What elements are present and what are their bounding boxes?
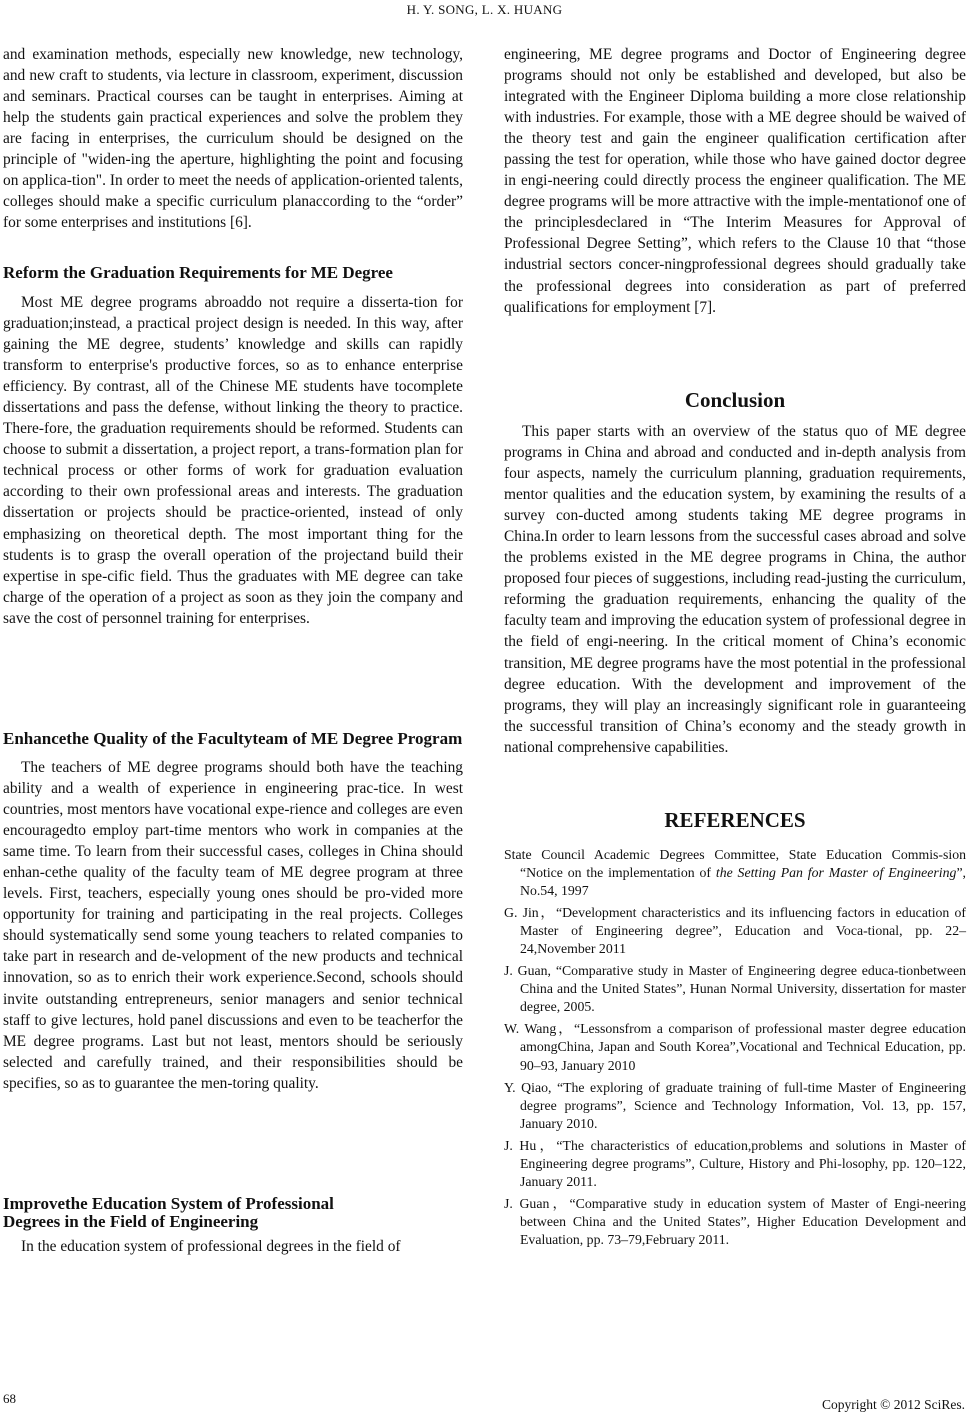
heading-education-system-line1: Improvethe Education System of Professional [3, 1194, 334, 1213]
heading-graduation-requirements: Reform the Graduation Requirements for ME Degree [3, 263, 393, 282]
paragraph-faculty-team: The teachers of ME degree programs should both have the teaching ability and a wealth of experience in engineering prac-tice. In west countries, most mentors have vocational expe-rience and colleges are even encouragedto employ part-time mentors who work in companies at the same time. To learn from their successful cases, colleges in China should enhan-cethe quality of the faculty team of ME degree program at three levels. First, teachers, especially young ones should be pro-vided more opportunity for training and participating in the real projects. Colleges should systematically send some young teachers to related companies to take part in research and de-velopment of the new products and technical innovation, so as to enrich their work experience.Second, schools should invite outstanding entrepreneurs, senior managers and senior technical staff to give lectures, hold panel discussions and even to be teacherfor the ME degree programs. Last but not least, mentors should be seriously selected and carefully trained, and their responsibilities should be specifies, so as to guarantee the men-toring quality. [3, 759, 463, 1092]
reference-item: W. Wang，“Lessonsfrom a comparison of professional master degree education amongChina, Japan and South Korea”,Vocational and Technical Education, pp. 90–93, January 2010 [504, 1021, 966, 1073]
copyright-notice: Copyright © 2012 SciRes. [821, 1397, 965, 1412]
right-column [504, 44, 966, 1253]
page-number: 68 [3, 1391, 16, 1406]
reference-item: J. Guan, “Comparative study in Master of Engineering degree educa-tionbetween China and the United States”, Hunan Normal University, dissertation for master degree, 2005. [504, 963, 966, 1015]
heading-education-system-line2: Degrees in the Field of Engineering [3, 1212, 259, 1231]
paragraph-graduation-requirements: Most ME degree programs abroaddo not require a disserta-tion for graduation;instead, a practical project design is needed. In this way, after gaining the ME degree, students’ knowledge and skills can rapidly transform to enterprise's productive forces, so as to enhance enterprise efficiency. By contrast, all of the Chinese ME students have tocomplete dissertations and pass the defense, without linking the theory to practice. There-fore, the graduation requirements should be reformed. Students can choose to submit a dissertation, a project report, a trans-formation plan for technical process or other forms of work for graduation evaluation according to their own professional areas and interests. The graduation dissertation or projects should be practice-oriented, instead of only emphasizing on theoretical depth. The most important thing for the students is to grasp the overall operation of the projectand build their expertise in spe-cific field. Thus the graduates with ME degree can take charge of the operation of a project as soon as they join the company and save the cost of personnel training for enterprises. [3, 294, 463, 627]
reference-item: Y. Qiao, “The exploring of graduate training of full-time Master of Engineering degree programs”, Science and Technology Information, Vol. 13, pp. 157, January 2010. [504, 1079, 966, 1131]
paragraph-education-system-cont: engineering, ME degree programs and Doctor of Engineering degree programs should not only be established and developed, but also be integrated with the Engineer Diploma building a more close relationship with industries. For example, those with a ME degree should be waived of the theory test and gain the engineer qualification certification after passing the test for operation, while those who have gained doctor degree in engi-neering could directly process the engineer qualification. The ME degree programs will be more attractive with the imple-mentationof one of the principlesdeclared in “The Interim Measures for Approval of Professional Degree Setting”, which refers to the Clause 10 that “those industrial sectors concer-ningprofessional degrees should gradually take the professional degrees into consideration as part of preferred qualifications for employment [7]. [504, 46, 966, 316]
heading-references: REFERENCES [664, 808, 806, 832]
heading-conclusion: Conclusion [684, 388, 786, 412]
left-column [3, 44, 463, 1257]
references-list [504, 846, 966, 1249]
running-head: H. Y. SONG, L. X. HUANG [406, 2, 563, 17]
reference-item: J. Guan，“Comparative study in education system of Master of Engi-neering between China and the United States”, Higher Education Development and Evaluation, pp. 73–79,February 2011. [504, 1195, 966, 1247]
heading-education-system [3, 1195, 463, 1231]
paragraph-curriculum-end: and examination methods, especially new knowledge, new technology, and new craft to students, via lecture in classroom, experiment, discussion and seminars. Practical courses can be taught in enterprises. Aiming at help the students gain practical experiences and solve the problem they are facing in enterprises, the curriculum should be designed on the principle of "widen-ing the aperture, highlighting the point and focusing on applica-tion". In order to meet the needs of application-oriented talents, colleges should make a specific curriculum planaccording to the “order” for some enterprises and institutions [6]. [3, 46, 463, 232]
heading-faculty-team: Enhancethe Quality of the Facultyteam of ME Degree Program [3, 729, 463, 748]
reference-item: J. Hu，“The characteristics of education,problems and solutions in Master of Engineering degree programs”, Culture, History and Phi-losophy, pp. 120–122, January 2011. [504, 1137, 966, 1189]
reference-item: State Council Academic Degrees Committee, State Education Commis-sion “Notice on the implementation of the Setting Pan for Master of Engineering”, No.54, 1997 [504, 847, 967, 899]
paragraph-conclusion: This paper starts with an overview of the status quo of ME degree programs in China and abroad and conducted and in-depth analysis from four aspects, namely the curriculum planning, graduation requirements, mentor qualities and the education system, by examining the results of a survey con-ducted among students taking ME degree programs in China.In order to learn lessons from the successful cases abroad and solve the problems existed in the ME degree programs in China, the author proposed four pieces of suggestions, including read-justing the curriculum, reforming the graduation requirements, enhancing the quality of the faculty team and improving the education system of professional degree in the field of engi-neering. In the critical moment of China’s economic transition, ME degree programs have the most potential in the professional degree education. With the development and improvement of the programs, they will play an increasingly significant role in guaranteeing the successful transition of China’s economy and the steady growth in national comprehensive capabilities. [504, 423, 966, 756]
paragraph-education-system-start: In the education system of professional degrees in the field of [21, 1238, 401, 1255]
reference-item: G. Jin，“Development characteristics and its influencing factors in education of Master of Engineering degree”, Education and Voca-tional, pp. 22–24,November 2011 [504, 905, 966, 957]
